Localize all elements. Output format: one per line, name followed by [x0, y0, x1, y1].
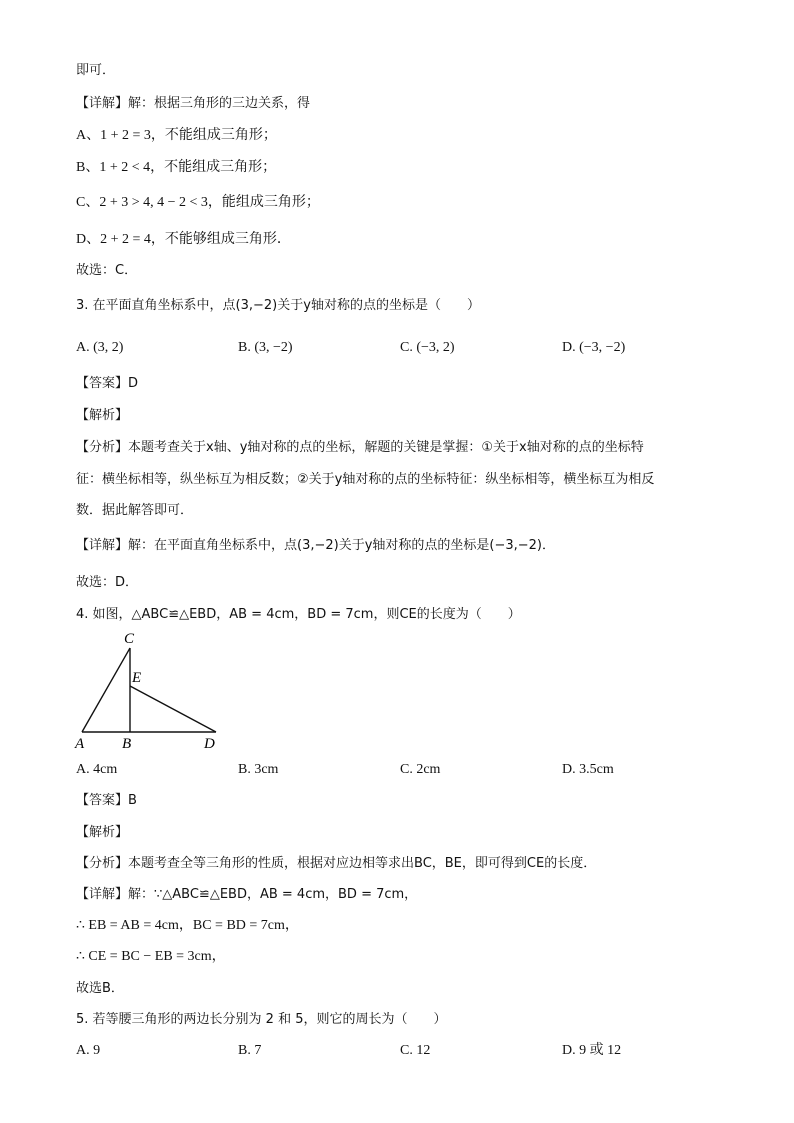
point-b-label: B: [122, 736, 132, 752]
answer-choice: 故选：D．: [76, 575, 139, 590]
detail-text: 【详解】解：∵△ABC≌△EBD，AB = 4cm，BD = 7cm，: [76, 887, 418, 902]
reason-a: A、1 + 2 = 3，不能组成三角形；: [76, 128, 277, 143]
answer-choice: 故选：C．: [76, 263, 138, 278]
point-d-label: D: [204, 736, 215, 752]
answer-choice: 故选B．: [76, 981, 124, 996]
q3-option-c: C. (−3, 2): [400, 340, 455, 355]
point-a-label: A: [75, 736, 85, 752]
reason-c: C、2 + 3 > 4, 4 − 2 < 3，能组成三角形；: [76, 195, 320, 210]
analysis-text: 征：横坐标相等，纵坐标互为相反数；②关于y轴对称的点的坐标特征：纵坐标相等，横坐标互为相反: [76, 472, 655, 487]
detail-text: 【详解】解：在平面直角坐标系中，点(3,−2)关于y轴对称的点的坐标是(−3,−2)．: [76, 538, 556, 553]
answer-label: 【答案】B: [76, 793, 137, 808]
point-c-label: C: [124, 631, 135, 647]
q5-option-b: B. 7: [238, 1043, 262, 1058]
q3-option-d: D. (−3, −2): [562, 340, 626, 355]
q4-option-a: A. 4cm: [76, 762, 118, 777]
q4-option-c: C. 2cm: [400, 762, 441, 777]
reason-b: B、1 + 2 < 4，不能组成三角形；: [76, 160, 277, 175]
q4-option-d: D. 3.5cm: [562, 762, 614, 777]
triangle-figure: [70, 628, 230, 753]
analysis-text: 数．据此解答即可．: [76, 503, 194, 518]
reason-d: D、2 + 2 = 4，不能够组成三角形．: [76, 232, 291, 247]
question-4: 4. 如图，△ABC≌△EBD，AB = 4cm，BD = 7cm，则CE的长度为（ ）: [76, 607, 521, 622]
point-e-label: E: [132, 670, 142, 686]
analysis-text: 【分析】本题考查关于x轴、y轴对称的点的坐标，解题的关键是掌握：①关于x轴对称的点的坐标特: [76, 440, 644, 455]
question-3: 3. 在平面直角坐标系中，点(3,−2)关于y轴对称的点的坐标是（ ）: [76, 298, 480, 313]
q3-option-b: B. (3, −2): [238, 340, 293, 355]
q4-option-b: B. 3cm: [238, 762, 279, 777]
analysis-label: 【解析】: [76, 825, 129, 840]
detail-heading: 【详解】解：根据三角形的三边关系，得: [76, 96, 311, 111]
analysis-label: 【解析】: [76, 408, 129, 423]
question-5: 5. 若等腰三角形的两边长分别为 2 和 5，则它的周长为（ ）: [76, 1012, 447, 1027]
answer-label: 【答案】D: [76, 376, 139, 391]
q5-option-a: A. 9: [76, 1043, 101, 1058]
q5-option-c: C. 12: [400, 1043, 431, 1058]
text-line: 即可．: [76, 63, 116, 78]
q5-option-d: D. 9 或 12: [562, 1043, 622, 1058]
detail-step: ∴ CE = BC − EB = 3cm，: [76, 949, 226, 964]
q3-option-a: A. (3, 2): [76, 340, 124, 355]
analysis-text: 【分析】本题考查全等三角形的性质，根据对应边相等求出BC，BE，即可得到CE的长度．: [76, 856, 597, 871]
detail-step: ∴ EB = AB = 4cm，BC = BD = 7cm，: [76, 918, 299, 933]
